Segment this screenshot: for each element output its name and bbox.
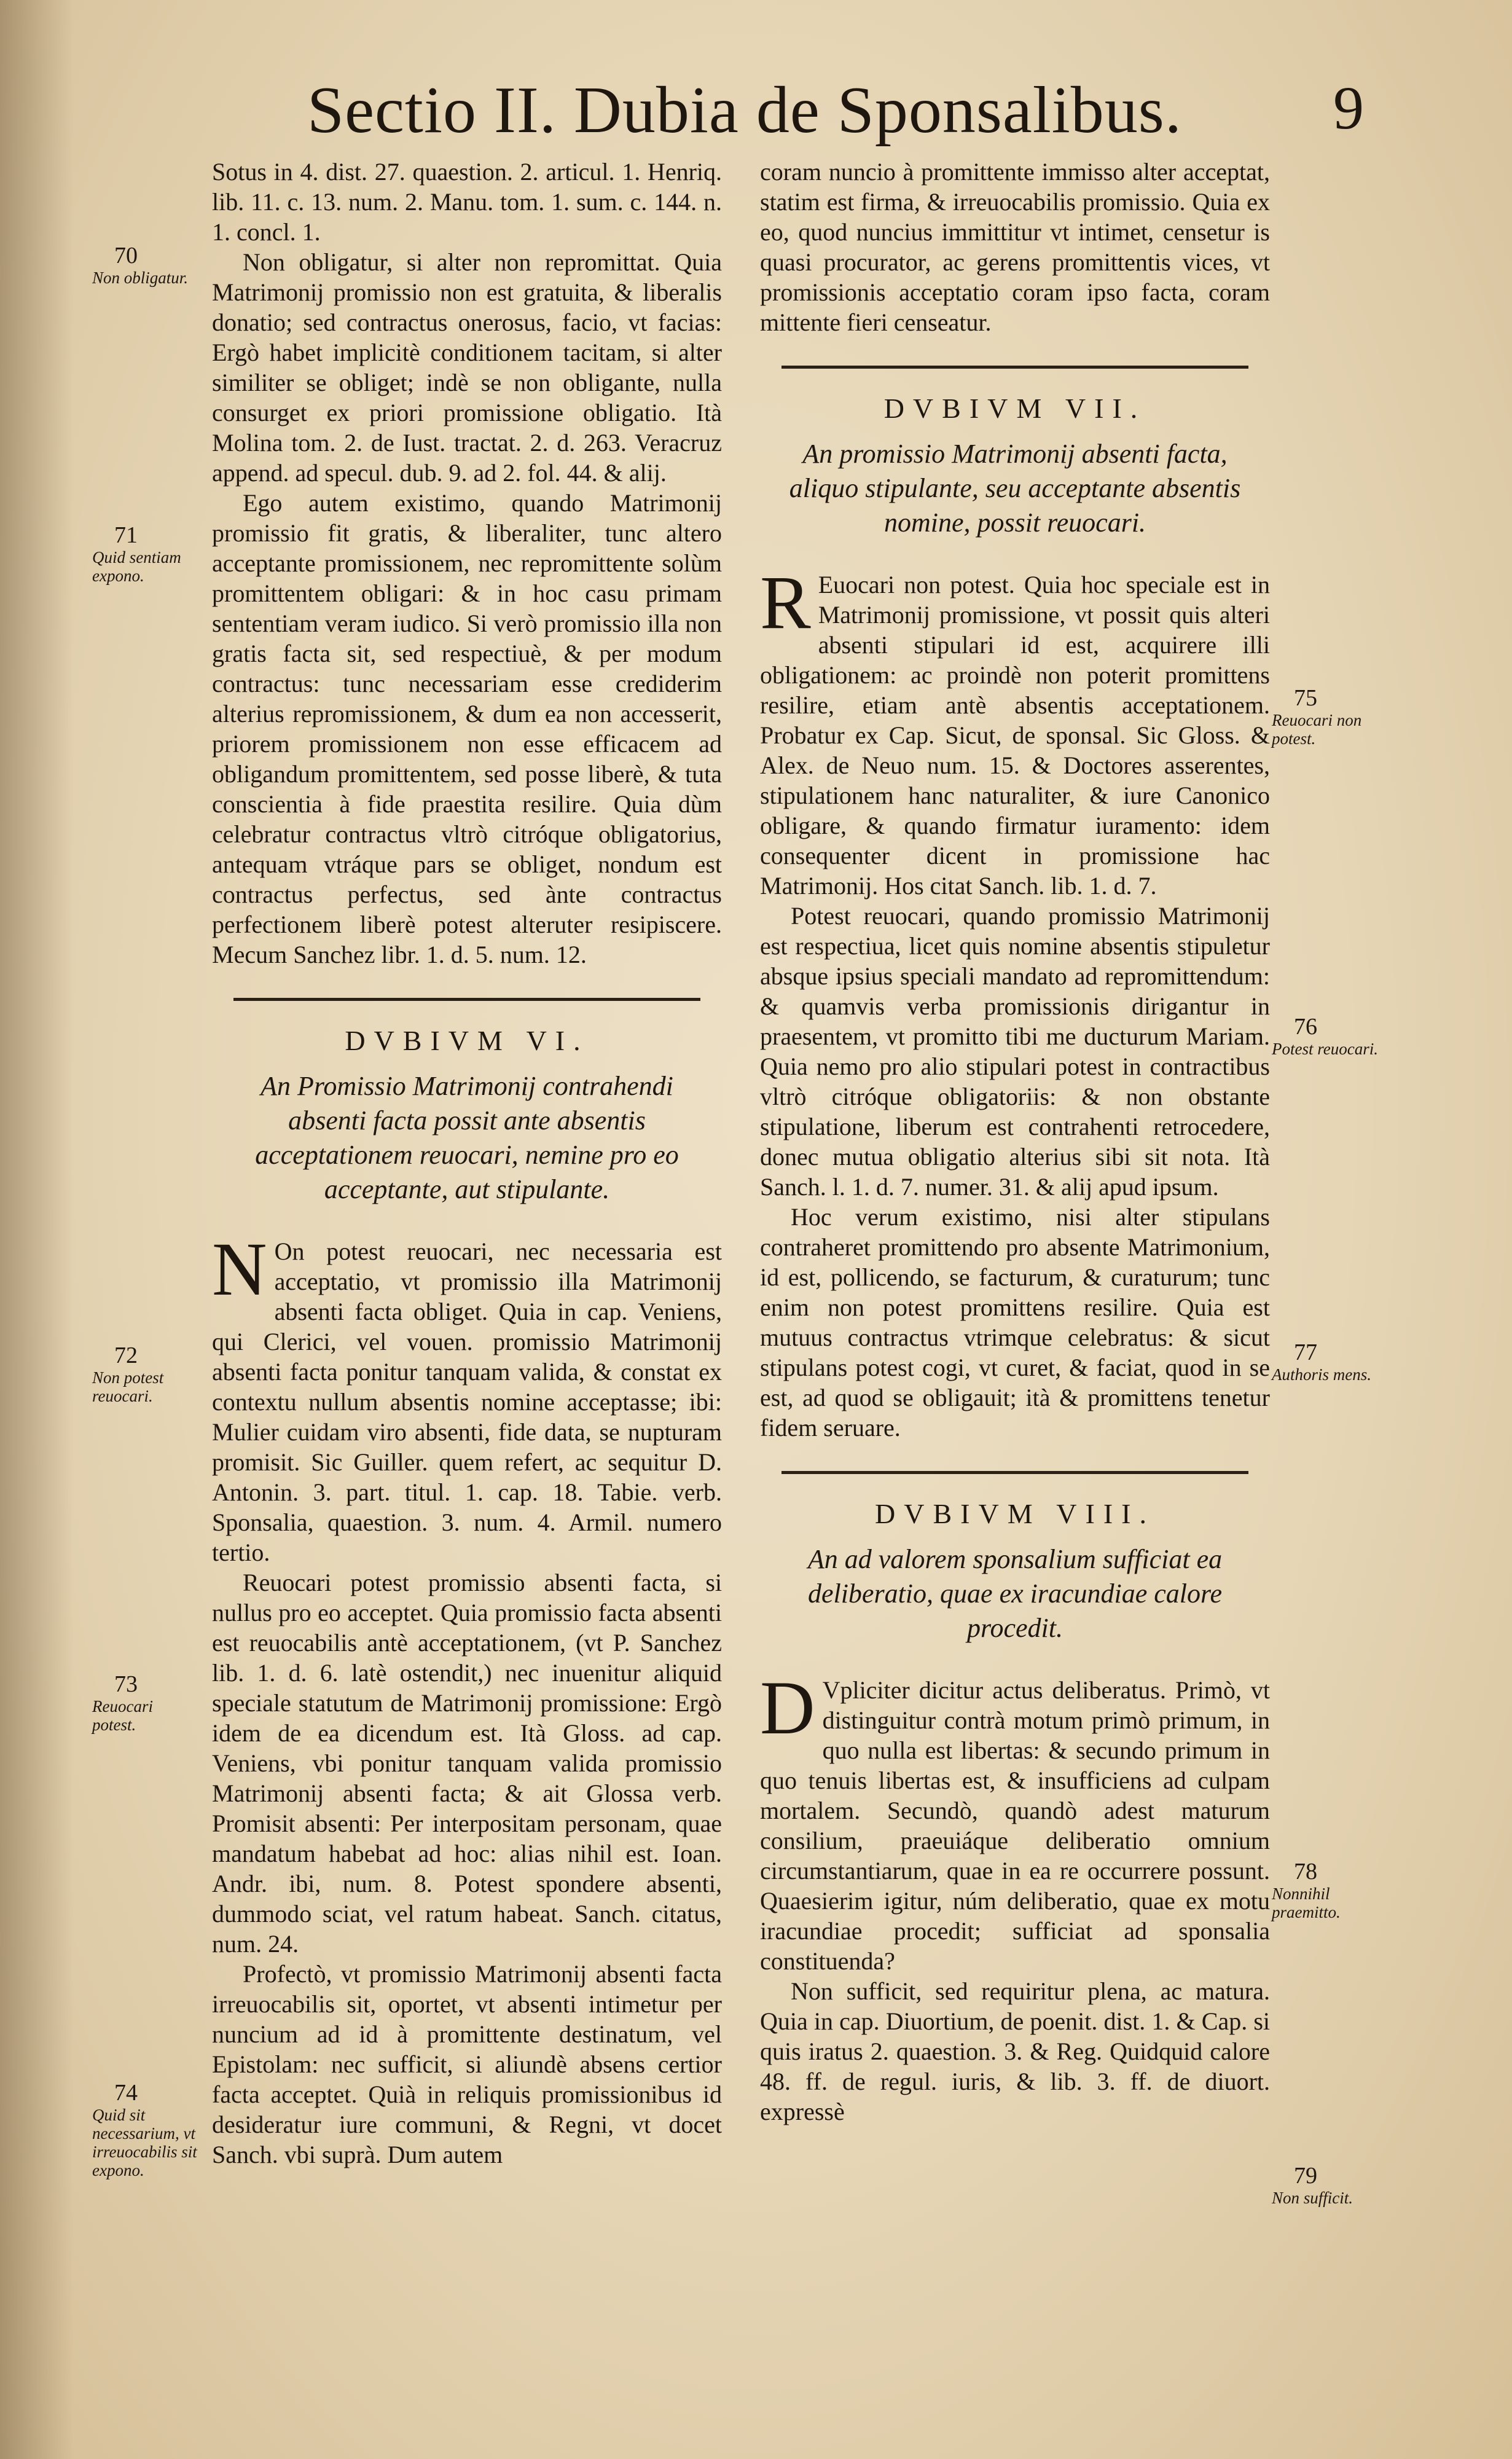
margin-note-number: 78	[1294, 1859, 1317, 1884]
drop-cap: N	[212, 1227, 267, 1311]
margin-note-number: 77	[1294, 1339, 1317, 1365]
margin-note-text: Quid sit necessarium, vt irreuocabilis sit expono.	[92, 2106, 197, 2179]
paragraph-text: On potest reuocari, nec necessaria est acceptatio, vt promissio illa Matrimonij absenti facta obliget. Quia in cap. Veniens, qui Clerici, vel vouen. promissio Matrimonij absenti facta ponitur tanquam valida, & constat ex contextu nullum absentis nomine acceptasse; ibi: Mulier cuidam viro absenti, fide data, se nupturam promisit. Sic Guiller. quem refert, ac sequitur D. Antonin. 3. part. titul. 1. cap. 18. Tabie. verb. Sponsalia, quaestion. 3. num. 4. Armil. numero tertio.	[212, 1237, 722, 1566]
margin-note-75	[1272, 685, 1379, 748]
paragraph: Non sufficit, sed requiritur plena, ac matura. Quia in cap. Diuortium, de poenit. dist. 1. & Cap. si quis iratus 2. quaestion. 3. & Reg. Quidquid calore 48. ff. de regul. iuris, & lib. 3. ff. de diuort. expressè	[760, 1977, 1270, 2125]
margin-note-text: Reuocari non potest.	[1272, 711, 1362, 748]
paragraph-dropcap	[212, 1227, 722, 1567]
margin-note-74	[92, 2080, 200, 2179]
margin-note-number: 75	[1294, 685, 1317, 711]
drop-cap: R	[760, 560, 811, 645]
dubium-question: An ad valorem sponsalium sufficiat ea deliberatio, quae ex iracundiae calore procedit.	[807, 1544, 1223, 1643]
margin-note-78	[1272, 1859, 1379, 1921]
paragraph: Non obligatur, si alter non repromittat. Quia Matrimonij promissio non est gratuita, & liberalis donatio; sed contractus onerosus, facio, vt facias: Ergò habet implicitè conditionem tacitam, si alter similiter se obliget; indè se non obligante, nulla consurget ex priori promissione obligatio. Ità Molina tom. 2. de Iust. tractat. 2. d. 263. Veracruz append. ad specul. dub. 9. ad 2. fol. 44. & alij.	[212, 248, 722, 487]
margin-note-77	[1272, 1339, 1379, 1384]
section-rule	[781, 1471, 1248, 1474]
margin-note-number: 70	[114, 243, 138, 269]
section-rule	[233, 998, 700, 1001]
margin-note-text: Potest reuocari.	[1272, 1040, 1378, 1058]
paragraph-dropcap	[760, 560, 1270, 901]
margin-note-number: 79	[1294, 2163, 1317, 2189]
drop-cap: D	[760, 1666, 815, 1750]
dubium-heading: DVBIVM VIII.	[875, 1498, 1155, 1529]
margin-note-text: Non sufficit.	[1272, 2189, 1353, 2207]
paragraph: Ego autem existimo, quando Matrimonij promissio fit gratis, & liberaliter, tunc altero acceptante promissionem, nec repromittente solùm promittentem obligari: & in hoc casu primam sententiam veram iudico. Si verò promissio illa non gratis facta sit, sed respectiuè, & per modum contractus: tunc necessariam esse crediderim alterius repromissionem, & dum ea non accesserit, priorem promissionem non esse efficacem ad obligandum promittentem, sed posse liberè, & tuta conscientia à fide praestita resilire. Quia dùm celebratur contractus vltrò citróque obligatorius, antequam vtráque pars se obliget, nondum est contractus perfectus, sed ànte contractus perfectionem liberè potest alteruter resipiscere. Mecum Sanchez libr. 1. d. 5. num. 12.	[212, 489, 722, 968]
margin-note-number: 73	[114, 1671, 138, 1697]
paragraph: Hoc verum existimo, nisi alter stipulans contraheret promittendo pro absente Matrimonium, id est, pollicendo, se facturum, & curaturum; tunc enim non potest promittens resilire. Quia est mutuus contractus vtrimque celebratus: & sicut stipulans potest cogi, vt curet, & faciat, quod in se est, ad quod se obligauit; ità & promittens tenetur fidem seruare.	[760, 1203, 1270, 1441]
paragraph-continuation: Sotus in 4. dist. 27. quaestion. 2. articul. 1. Henriq. lib. 11. c. 13. num. 2. Manu. tom. 1. sum. c. 144. n. 1. concl. 1.	[212, 158, 722, 246]
paragraph: Potest reuocari, quando promissio Matrimonij est respectiua, licet quis nomine absentis stipuletur absque ipsius speciali mandato ad repromittendum: & quamvis verba promissionis dirigantur in praesentem, vt promitto tibi me ducturum Mariam. Quia nemo pro alio stipulari potest in contractibus vltrò citróque obligatoriis: & non obstante stipulatione, liberum est contrahenti retrocedere, donec mutua obligatio alterius sibi sit nota. Ità Sanch. l. 1. d. 7. numer. 31. & alij apud ipsum.	[760, 902, 1270, 1201]
margin-note-number: 76	[1294, 1014, 1317, 1040]
paragraph-text: Euocari non potest. Quia hoc speciale est in Matrimonij promissione, vt possit quis alteri absenti stipulari id est, acquirere illi obligationem: ac proindè non poterit promittens resilire, etiam antè absentis acceptationem. Probatur ex Cap. Sicut, de sponsal. Sic Gloss. & Alex. de Neuo num. 15. & Doctores asserentes, stipulationem hanc naturaliter, & iure Canonico obligare, & quando firmatur iuramento: idem consequenter dicent in promissione hac Matrimonij. Hos citat Sanch. lib. 1. d. 7.	[760, 571, 1270, 900]
margin-note-text: Authoris mens.	[1272, 1365, 1371, 1384]
running-title: Sectio II. Dubia de Sponsalibus.	[307, 74, 1182, 147]
right-column	[760, 157, 1270, 2127]
paragraph: Profectò, vt promissio Matrimonij absenti facta irreuocabilis sit, oportet, vt absenti intimetur per nuncium ad id à promittente destinatum, vel Epistolam: nec sufficit, si aliundè absens certior facta acceptet. Quià in reliquis promissionibus id desideratur iure communi, & Regni, vt docet Sanch. vbi suprà. Dum autem	[212, 1960, 722, 2168]
margin-note-text: Non obligatur.	[92, 269, 189, 287]
page-number: 9	[1333, 74, 1364, 142]
margin-note-72	[92, 1343, 200, 1405]
dubium-heading: DVBIVM VI.	[345, 1025, 589, 1056]
page-header	[307, 73, 1364, 165]
dubium-question: An promissio Matrimonij absenti facta, aliquo stipulante, seu acceptante absentis nomine, possit reuocari.	[789, 439, 1241, 538]
margin-note-text: Nonnihil praemitto.	[1272, 1884, 1341, 1921]
margin-note-79	[1272, 2163, 1379, 2207]
paragraph-continuation: coram nuncio à promittente immisso alter acceptat, statim est firma, & irreuocabilis promissio. Quia ex eo, quod nuncius immittitur vt intimet, censetur is quasi procurator, ac gerens promittentis vices, vt promissionis acceptatio coram ipso facta, coram mittente fieri censeatur.	[760, 158, 1270, 336]
margin-note-73	[92, 1671, 200, 1734]
binding-shadow	[0, 0, 74, 2459]
margin-note-number: 71	[114, 522, 138, 548]
margin-note-number: 74	[114, 2080, 138, 2106]
margin-note-71	[92, 522, 200, 585]
paragraph: Reuocari potest promissio absenti facta, si nullus pro eo acceptet. Quia promissio facta absenti est reuocabilis antè acceptationem, (vt P. Sanchez lib. 1. d. 6. latè ostendit,) nec inuenitur aliquid speciale statutum de Matrimonij promissione: Ergò idem de ea dicendum est. Ità Gloss. ad cap. Veniens, vbi ponitur tanquam valida promissio Matrimonij absenti facta; & ait Glossa verb. Promisit absenti: Per interpositam personam, quae mandatum habebat ad hoc: alias nihil est. Ioan. Andr. ibi, num. 8. Potest spondere absenti, dummodo sciat, vel ratum habeat. Sanch. citatus, num. 24.	[212, 1569, 722, 1958]
paragraph-text: Vpliciter dicitur actus deliberatus. Primò, vt distinguitur contrà motum primò primum, in quo nulla est libertas: & secundo primum in quo tenuis libertas est, & insufficiens ad culpam mortalem. Secundò, quandò adest maturum consilium, praeuiáque deliberatio omnium circumstantiarum, quae in ea re occurrere possunt. Quaesierim igitur, núm deliberatio, quae ex motu iracundiae procedit; sufficiat ad sponsalia constituenda?	[760, 1676, 1270, 1975]
margin-note-text: Quid sentiam expono.	[92, 548, 181, 585]
dubium-question: An Promissio Matrimonij contrahendi absenti facta possit ante absentis acceptationem reuocari, nemine pro eo acceptante, aut stipulante.	[255, 1071, 679, 1204]
dubium-heading: DVBIVM VII.	[883, 393, 1146, 424]
left-column	[212, 157, 722, 2170]
margin-note-70	[92, 243, 200, 287]
margin-note-76	[1272, 1014, 1379, 1058]
margin-note-number: 72	[114, 1343, 138, 1368]
paragraph-dropcap	[760, 1666, 1270, 1976]
margin-note-text: Reuocari potest.	[92, 1697, 153, 1734]
section-rule	[781, 366, 1248, 369]
margin-note-text: Non potest reuocari.	[92, 1368, 164, 1405]
